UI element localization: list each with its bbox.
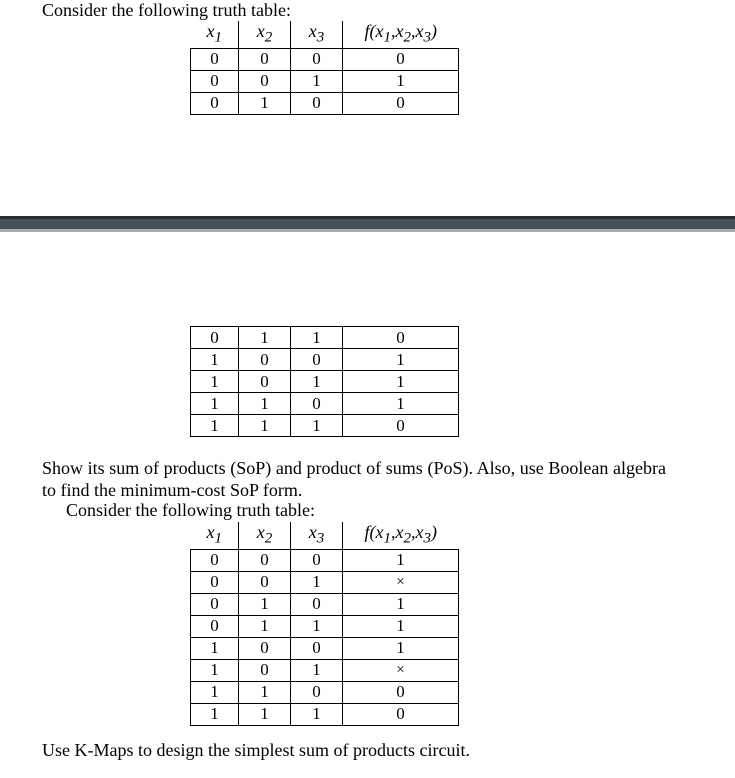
- cell: 0: [291, 637, 343, 659]
- header-f: $f(x_1,x_2,x_3)$: [343, 21, 459, 48]
- table-row: [191, 659, 459, 681]
- cell: 0: [239, 349, 291, 371]
- cell: 1: [291, 703, 343, 725]
- cell: 1: [191, 415, 239, 437]
- cell: 1: [343, 70, 459, 92]
- cell: 1: [191, 637, 239, 659]
- section1-intro: [42, 0, 291, 20]
- cell: 0: [291, 92, 343, 114]
- cell: 1: [291, 371, 343, 393]
- table-row: [191, 327, 459, 349]
- cell: 0: [191, 571, 239, 593]
- truth-table-2: [190, 522, 459, 726]
- table-row: [191, 393, 459, 415]
- page-separator: [0, 216, 735, 232]
- cell: 0: [239, 571, 291, 593]
- cell: 1: [291, 615, 343, 637]
- truth-table-1: [190, 21, 459, 115]
- cell: 0: [239, 549, 291, 571]
- cell: 1: [191, 659, 239, 681]
- table-row: [191, 70, 459, 92]
- cell: 0: [191, 327, 239, 349]
- cell: 0: [343, 92, 459, 114]
- cell: 1: [191, 371, 239, 393]
- cell: 1: [291, 571, 343, 593]
- cell: 1: [191, 349, 239, 371]
- cell: 1: [343, 615, 459, 637]
- header-x3: $x_3$: [291, 522, 343, 549]
- table-row: [191, 349, 459, 371]
- cell: 1: [343, 637, 459, 659]
- table-row: [191, 593, 459, 615]
- header-x1: $x_1$: [191, 21, 239, 48]
- table-row: [191, 549, 459, 571]
- cell: 0: [191, 615, 239, 637]
- cell: 0: [343, 48, 459, 70]
- cell: 1: [291, 327, 343, 349]
- header-x2: $x_2$: [239, 522, 291, 549]
- table-row: [191, 415, 459, 437]
- cell: 1: [291, 415, 343, 437]
- cell: 1: [343, 549, 459, 571]
- cell: 1: [343, 393, 459, 415]
- cell: 1: [191, 681, 239, 703]
- cell: 0: [191, 70, 239, 92]
- cell: 0: [239, 70, 291, 92]
- separator-line: [0, 216, 735, 219]
- cell: 0: [291, 681, 343, 703]
- separator-shadow: [0, 229, 735, 232]
- cell: 0: [239, 48, 291, 70]
- cell: 0: [291, 349, 343, 371]
- cell: 1: [239, 593, 291, 615]
- header-x1: $x_1$: [191, 522, 239, 549]
- section1-intro-text: Consider the following truth table:: [42, 0, 291, 20]
- cell: 1: [239, 393, 291, 415]
- table-row: [191, 637, 459, 659]
- table-row: [191, 703, 459, 725]
- cell: 0: [239, 371, 291, 393]
- cell: 1: [239, 615, 291, 637]
- header-x3: $x_3$: [291, 21, 343, 48]
- cell-dont-care: ×: [343, 571, 459, 593]
- cell: 0: [191, 92, 239, 114]
- cell: 0: [343, 681, 459, 703]
- cell: 1: [239, 92, 291, 114]
- header-x2: $x_2$: [239, 21, 291, 48]
- cell: 1: [239, 415, 291, 437]
- table-row: [191, 92, 459, 114]
- table-row: [191, 48, 459, 70]
- cell: 1: [291, 70, 343, 92]
- cell: 0: [239, 637, 291, 659]
- cell: 0: [191, 549, 239, 571]
- table-row: [191, 371, 459, 393]
- section3-intro-text: Consider the following truth table:: [66, 500, 315, 520]
- cell: 1: [291, 659, 343, 681]
- cell: 1: [239, 703, 291, 725]
- table-row: [191, 681, 459, 703]
- table-row: [191, 615, 459, 637]
- section2-question: Show its sum of products (SoP) and product of sums (PoS). Also, use Boolean algebra to find the minimum-cost SoP form.: [42, 458, 666, 500]
- cell: 0: [239, 659, 291, 681]
- cell-dont-care: ×: [343, 659, 459, 681]
- cell: 0: [291, 593, 343, 615]
- truth-table-1-continued: [190, 326, 459, 437]
- cell: 0: [191, 48, 239, 70]
- table-header-row: [191, 21, 459, 48]
- section3-intro: [66, 500, 315, 520]
- cell: 1: [239, 681, 291, 703]
- section3-question: Use K-Maps to design the simplest sum of products circuit.: [42, 740, 470, 760]
- cell: 0: [343, 415, 459, 437]
- cell: 1: [343, 371, 459, 393]
- cell: 1: [343, 349, 459, 371]
- cell: 1: [191, 393, 239, 415]
- header-f: $f(x_1,x_2,x_3)$: [343, 522, 459, 549]
- cell: 0: [191, 593, 239, 615]
- cell: 0: [343, 327, 459, 349]
- cell: 0: [291, 549, 343, 571]
- cell: 0: [291, 48, 343, 70]
- table-header-row: [191, 522, 459, 549]
- cell: 1: [191, 703, 239, 725]
- cell: 0: [343, 703, 459, 725]
- table-row: [191, 571, 459, 593]
- cell: 1: [239, 327, 291, 349]
- cell: 1: [343, 593, 459, 615]
- cell: 0: [291, 393, 343, 415]
